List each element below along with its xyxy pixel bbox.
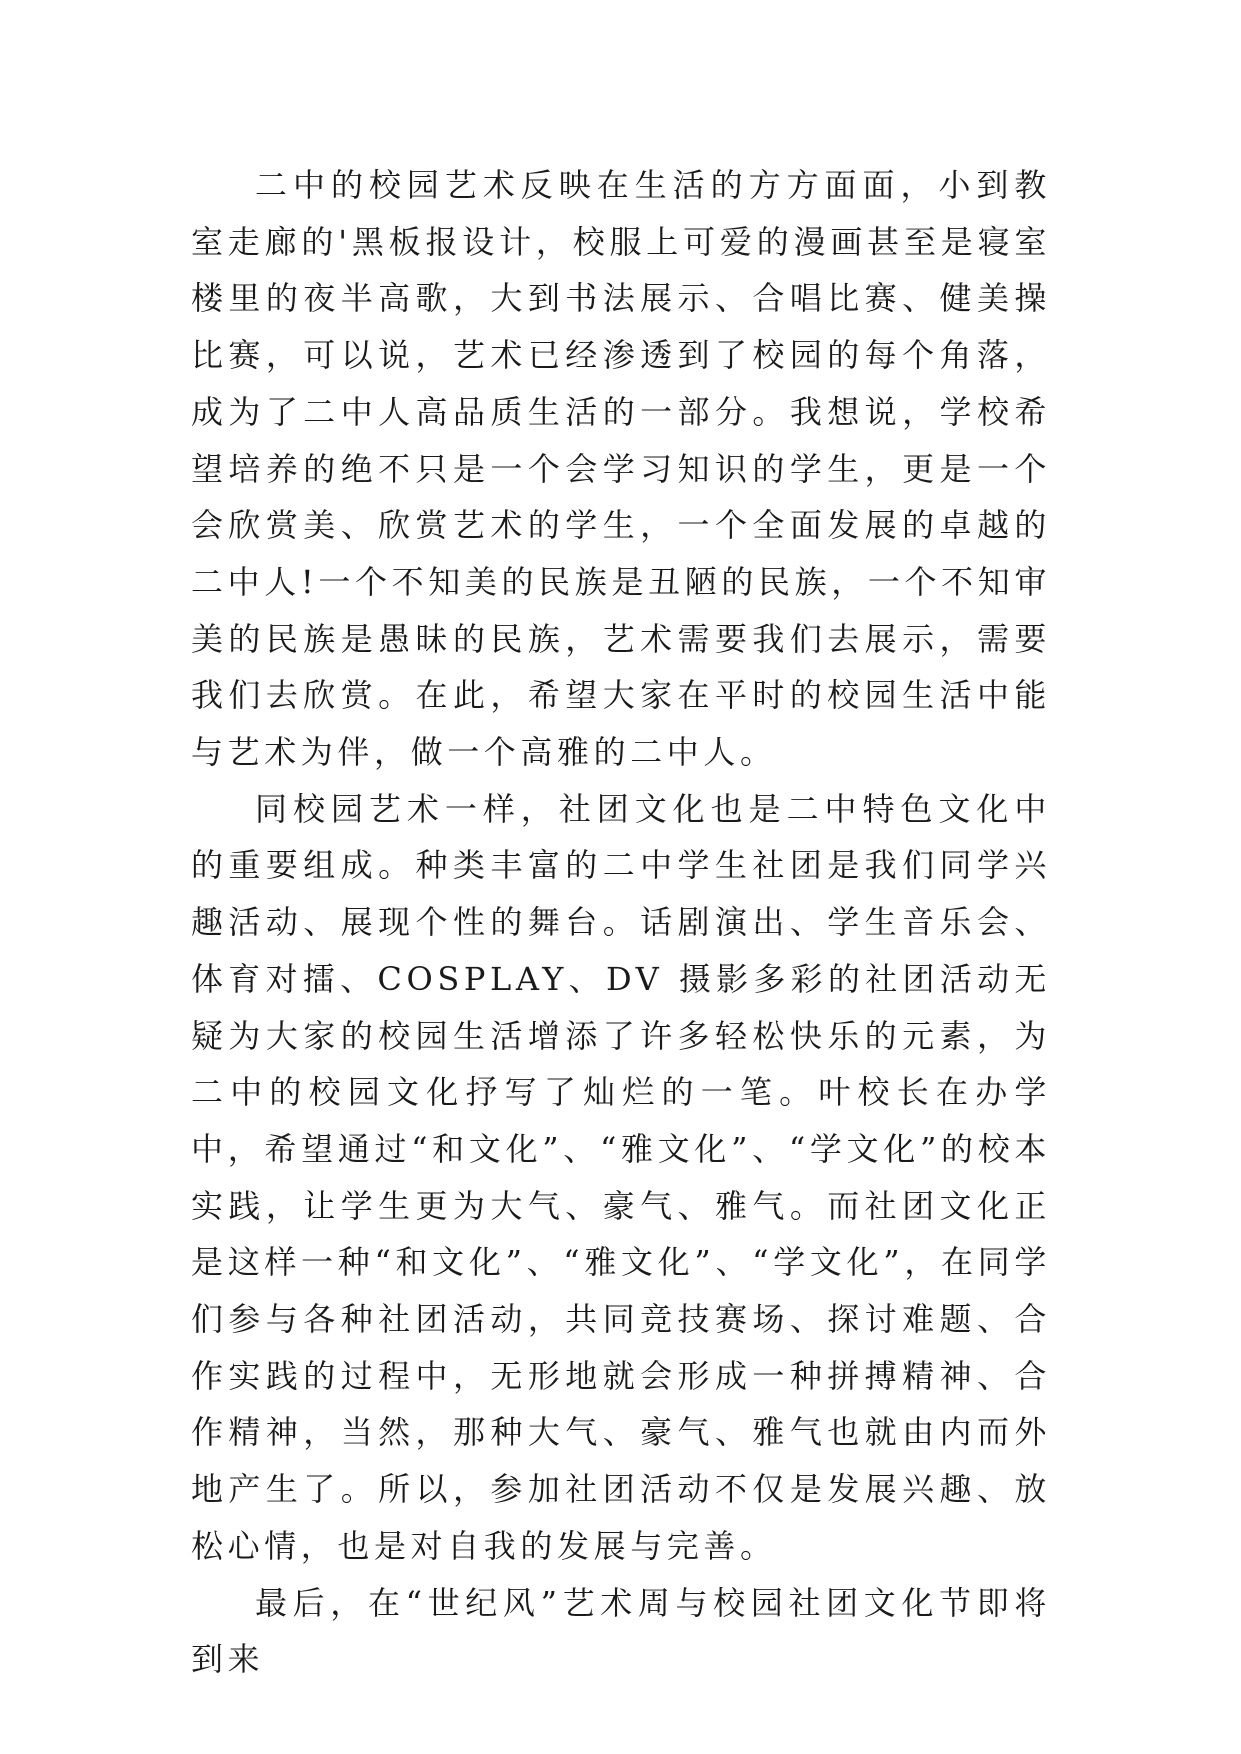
paragraph-club-culture: 同校园艺术一样，社团文化也是二中特色文化中的重要组成。种类丰富的二中学生社团是我们同学兴趣活动、展现个性的舞台。话剧演出、学生音乐会、体育对擂、COSPLAY、DV 摄影多彩的社团活动无疑为大家的校园生活增添了许多轻松快乐的元素，为二中的校园文化抒写了灿烂的一笔。叶校长在办学中，希望通过“和文化”、“雅文化”、“学文化”的校本实践，让学生更为大气、豪气、雅气。而社团文化正是这样一种“和文化”、“雅文化”、“学文化”，在同学们参与各种社团活动，共同竞技赛场、探讨难题、合作实践的过程中，无形地就会形成一种拼搏精神、合作精神，当然，那种大气、豪气、雅气也就由内而外地产生了。所以，参加社团活动不仅是发展兴趣、放松心情，也是对自我的发展与完善。 (191, 789, 1051, 1565)
paragraph-campus-art: 二中的校园艺术反映在生活的方方面面，小到教室走廊的'黑板报设计，校服上可爱的漫画甚至是寝室楼里的夜半高歌，大到书法展示、合唱比赛、健美操比赛，可以说，艺术已经渗透到了校园的每个角落，成为了二中人高品质生活的一部分。我想说，学校希望培养的绝不只是一个会学习知识的学生，更是一个会欣赏美、欣赏艺术的学生，一个全面发展的卓越的二中人!一个不知美的民族是丑陋的民族，一个不知审美的民族是愚昧的民族，艺术需要我们去展示，需要我们去欣赏。在此，希望大家在平时的校园生活中能与艺术为伴，做一个高雅的二中人。 (191, 166, 1051, 772)
paragraph-closing: 最后，在“世纪风”艺术周与校园社团文化节即将到来 (191, 1583, 1051, 1679)
document-body (191, 157, 1051, 1688)
